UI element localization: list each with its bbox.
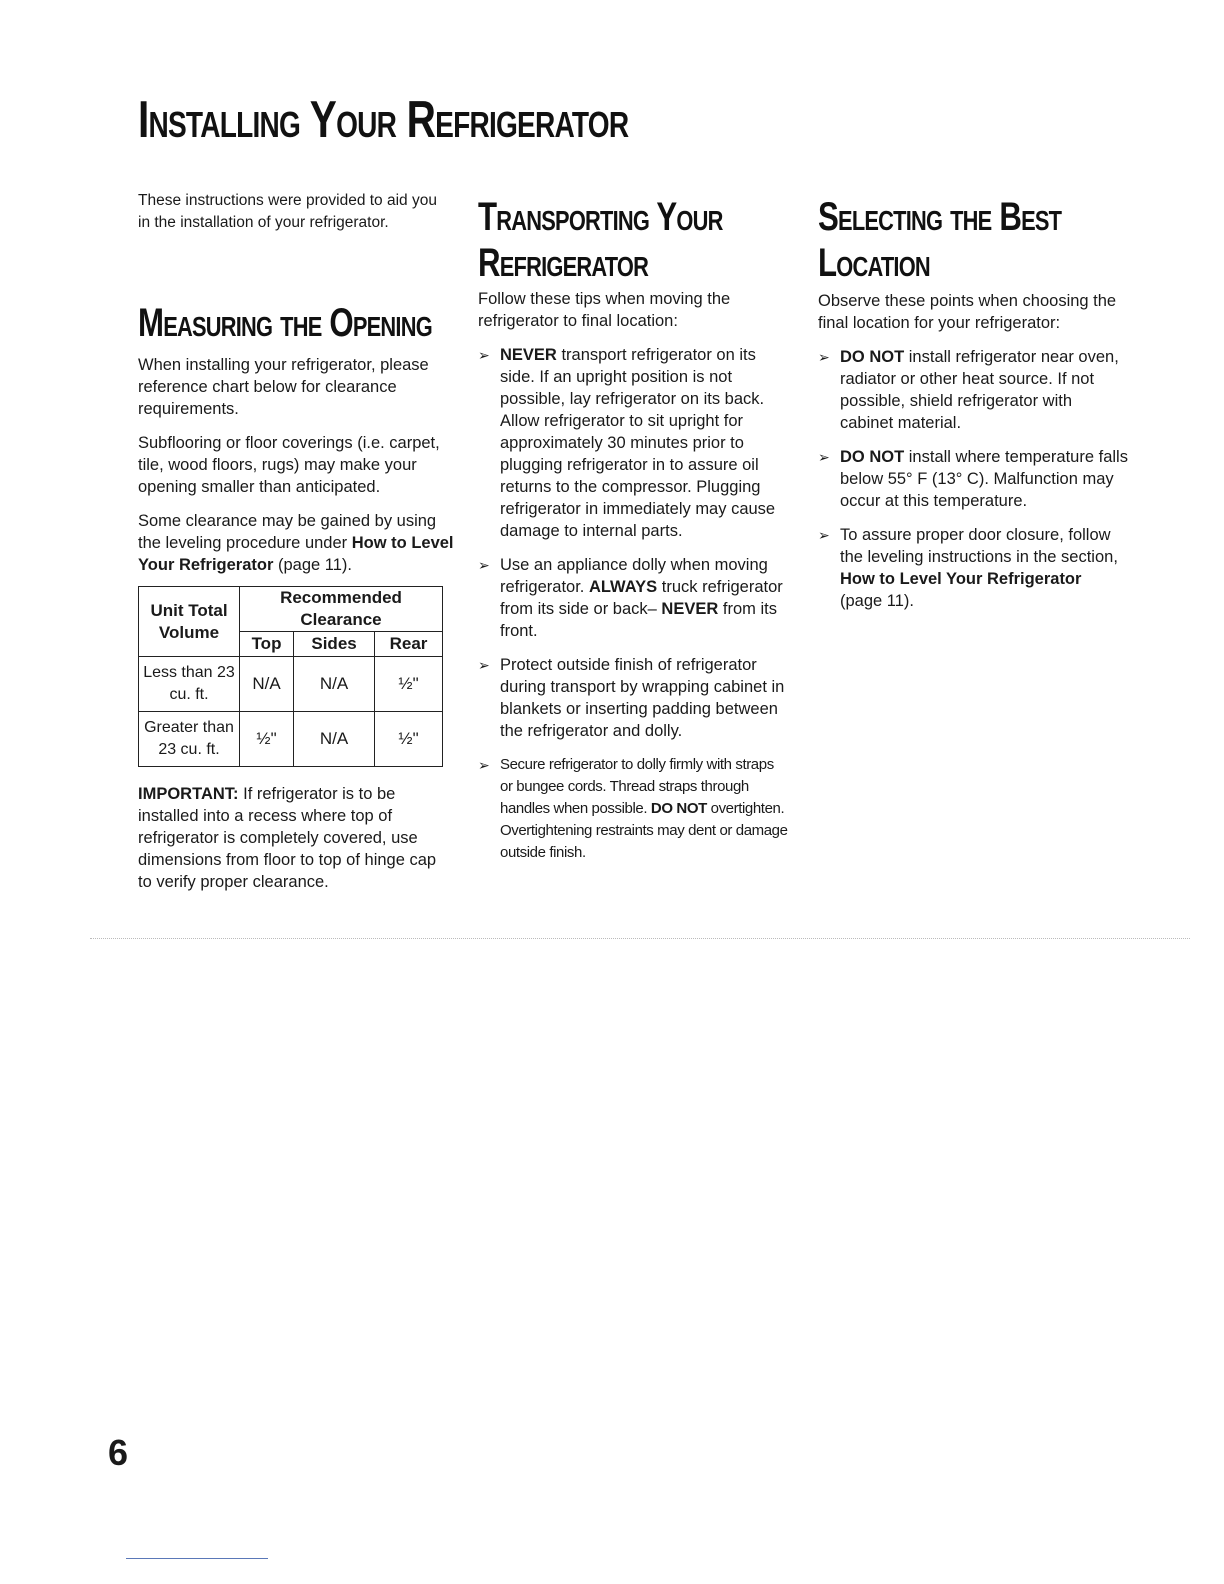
intro-text: These instructions were provided to aid you in the installation of your refrigerator.: [138, 192, 437, 231]
list-item: [818, 446, 1128, 512]
selecting-list: [818, 346, 1128, 612]
measuring-p3: [138, 510, 454, 576]
arrow-bullet-icon: ➢: [478, 757, 490, 773]
row-sides: N/A: [294, 657, 375, 712]
list-item: [478, 654, 788, 742]
level-reference: How to Level Your Refrigerator: [840, 570, 1082, 588]
bottom-rule: [126, 1558, 268, 1559]
tip-text: Secure refrigerator to dolly firmly with straps or bungee cords. Thread straps through handles when possible.: [500, 756, 774, 817]
tip-text: To assure proper door closure, follow the leveling instructions in the section,: [840, 526, 1118, 566]
never-label: NEVER: [500, 346, 557, 364]
header-top: Top: [240, 632, 294, 657]
selecting-intro: Observe these points when choosing the final location for your refrigerator:: [818, 292, 1117, 332]
list-item: [818, 346, 1128, 434]
clearance-table: [138, 586, 443, 767]
always-label: ALWAYS: [588, 578, 658, 596]
selecting-section: [818, 290, 1128, 624]
measuring-section: [138, 354, 454, 893]
header-sides: Sides: [294, 632, 375, 657]
tip-text: Use an appliance dolly when moving refrigerator.: [500, 556, 768, 596]
row-top: N/A: [240, 657, 294, 712]
page-number: 6: [108, 1432, 129, 1473]
important-label: IMPORTANT:: [138, 785, 239, 803]
measuring-p1: When installing your refrigerator, please reference chart below for clearance requirements.: [138, 356, 429, 418]
measuring-p3-pre: Some clearance may be gained by using the leveling procedure under: [138, 512, 437, 552]
arrow-bullet-icon: ➢: [818, 349, 830, 365]
do-not-label: DO NOT: [650, 800, 707, 817]
header-unit-volume: Unit Total Volume: [139, 587, 240, 657]
row-rear: ½": [375, 657, 443, 712]
level-reference: How to Level Your Refrigerator: [138, 534, 454, 574]
arrow-bullet-icon: ➢: [478, 347, 490, 363]
arrow-bullet-icon: ➢: [478, 557, 490, 573]
selecting-heading: Selecting the Best Location: [818, 195, 1062, 285]
measuring-heading: Measuring the Opening: [138, 301, 432, 345]
row-rear: ½": [375, 712, 443, 767]
tip-text: install refrigerator near oven, radiator or other heat source. If not possible, shield refrigerator with cabinet material.: [840, 348, 1119, 432]
do-not-label: DO NOT: [840, 348, 905, 366]
measuring-p3-post: (page 11).: [277, 556, 352, 574]
important-note: [138, 783, 454, 893]
header-rear: Rear: [375, 632, 443, 657]
transporting-intro: Follow these tips when moving the refrigerator to final location:: [478, 290, 731, 330]
row-sides: N/A: [294, 712, 375, 767]
transporting-list: [478, 344, 788, 864]
do-not-label: DO NOT: [840, 448, 905, 466]
header-recommended: Recommended Clearance: [240, 587, 443, 632]
never-label: NEVER: [661, 600, 719, 618]
row-volume: Less than 23 cu. ft.: [139, 657, 240, 712]
tip-text: (page 11).: [840, 592, 914, 610]
tip-text: Protect outside finish of refrigerator during transport by wrapping cabinet in blankets or inserting padding between the refrigerator and dolly.: [500, 656, 785, 740]
arrow-bullet-icon: ➢: [818, 527, 830, 543]
arrow-bullet-icon: ➢: [478, 657, 490, 673]
important-text: If refrigerator is to be installed into a recess where top of refrigerator is completely covered, use dimensions from floor to top of hinge cap to verify proper clearance.: [138, 785, 437, 891]
table-row: [139, 712, 443, 767]
tip-text: transport refrigerator on its side. If an upright position is not possible, lay refrigerator on its back. Allow refrigerator to sit upright for approximately 30 minutes prior to plugging refrigerator in to assure oil returns to the compressor. Plugging refrigerator in immediately may cause damage to internal parts.: [500, 346, 776, 540]
list-item: [818, 524, 1128, 612]
list-item: [478, 754, 788, 864]
tip-text: overtighten. Overtightening restraints may dent or damage outside finish.: [500, 800, 788, 861]
table-row: [139, 657, 443, 712]
transporting-heading: Transporting Your Refrigerator: [478, 195, 723, 285]
scan-dotted-line: [90, 938, 1190, 939]
transporting-section: [478, 288, 788, 876]
page-title: Installing Your Refrigerator: [138, 91, 629, 149]
measuring-p2: Subflooring or floor coverings (i.e. carpet, tile, wood floors, rugs) may make your opening smaller than anticipated.: [138, 434, 440, 496]
list-item: [478, 554, 788, 642]
row-top: ½": [240, 712, 294, 767]
tip-text: truck refrigerator from its side or back–: [500, 578, 783, 618]
row-volume: Greater than 23 cu. ft.: [139, 712, 240, 767]
tip-text: install where temperature falls below 55° F (13° C). Malfunction may occur at this temperature.: [840, 448, 1128, 510]
tip-text: from its front.: [500, 600, 777, 640]
arrow-bullet-icon: ➢: [818, 449, 830, 465]
list-item: [478, 344, 788, 542]
